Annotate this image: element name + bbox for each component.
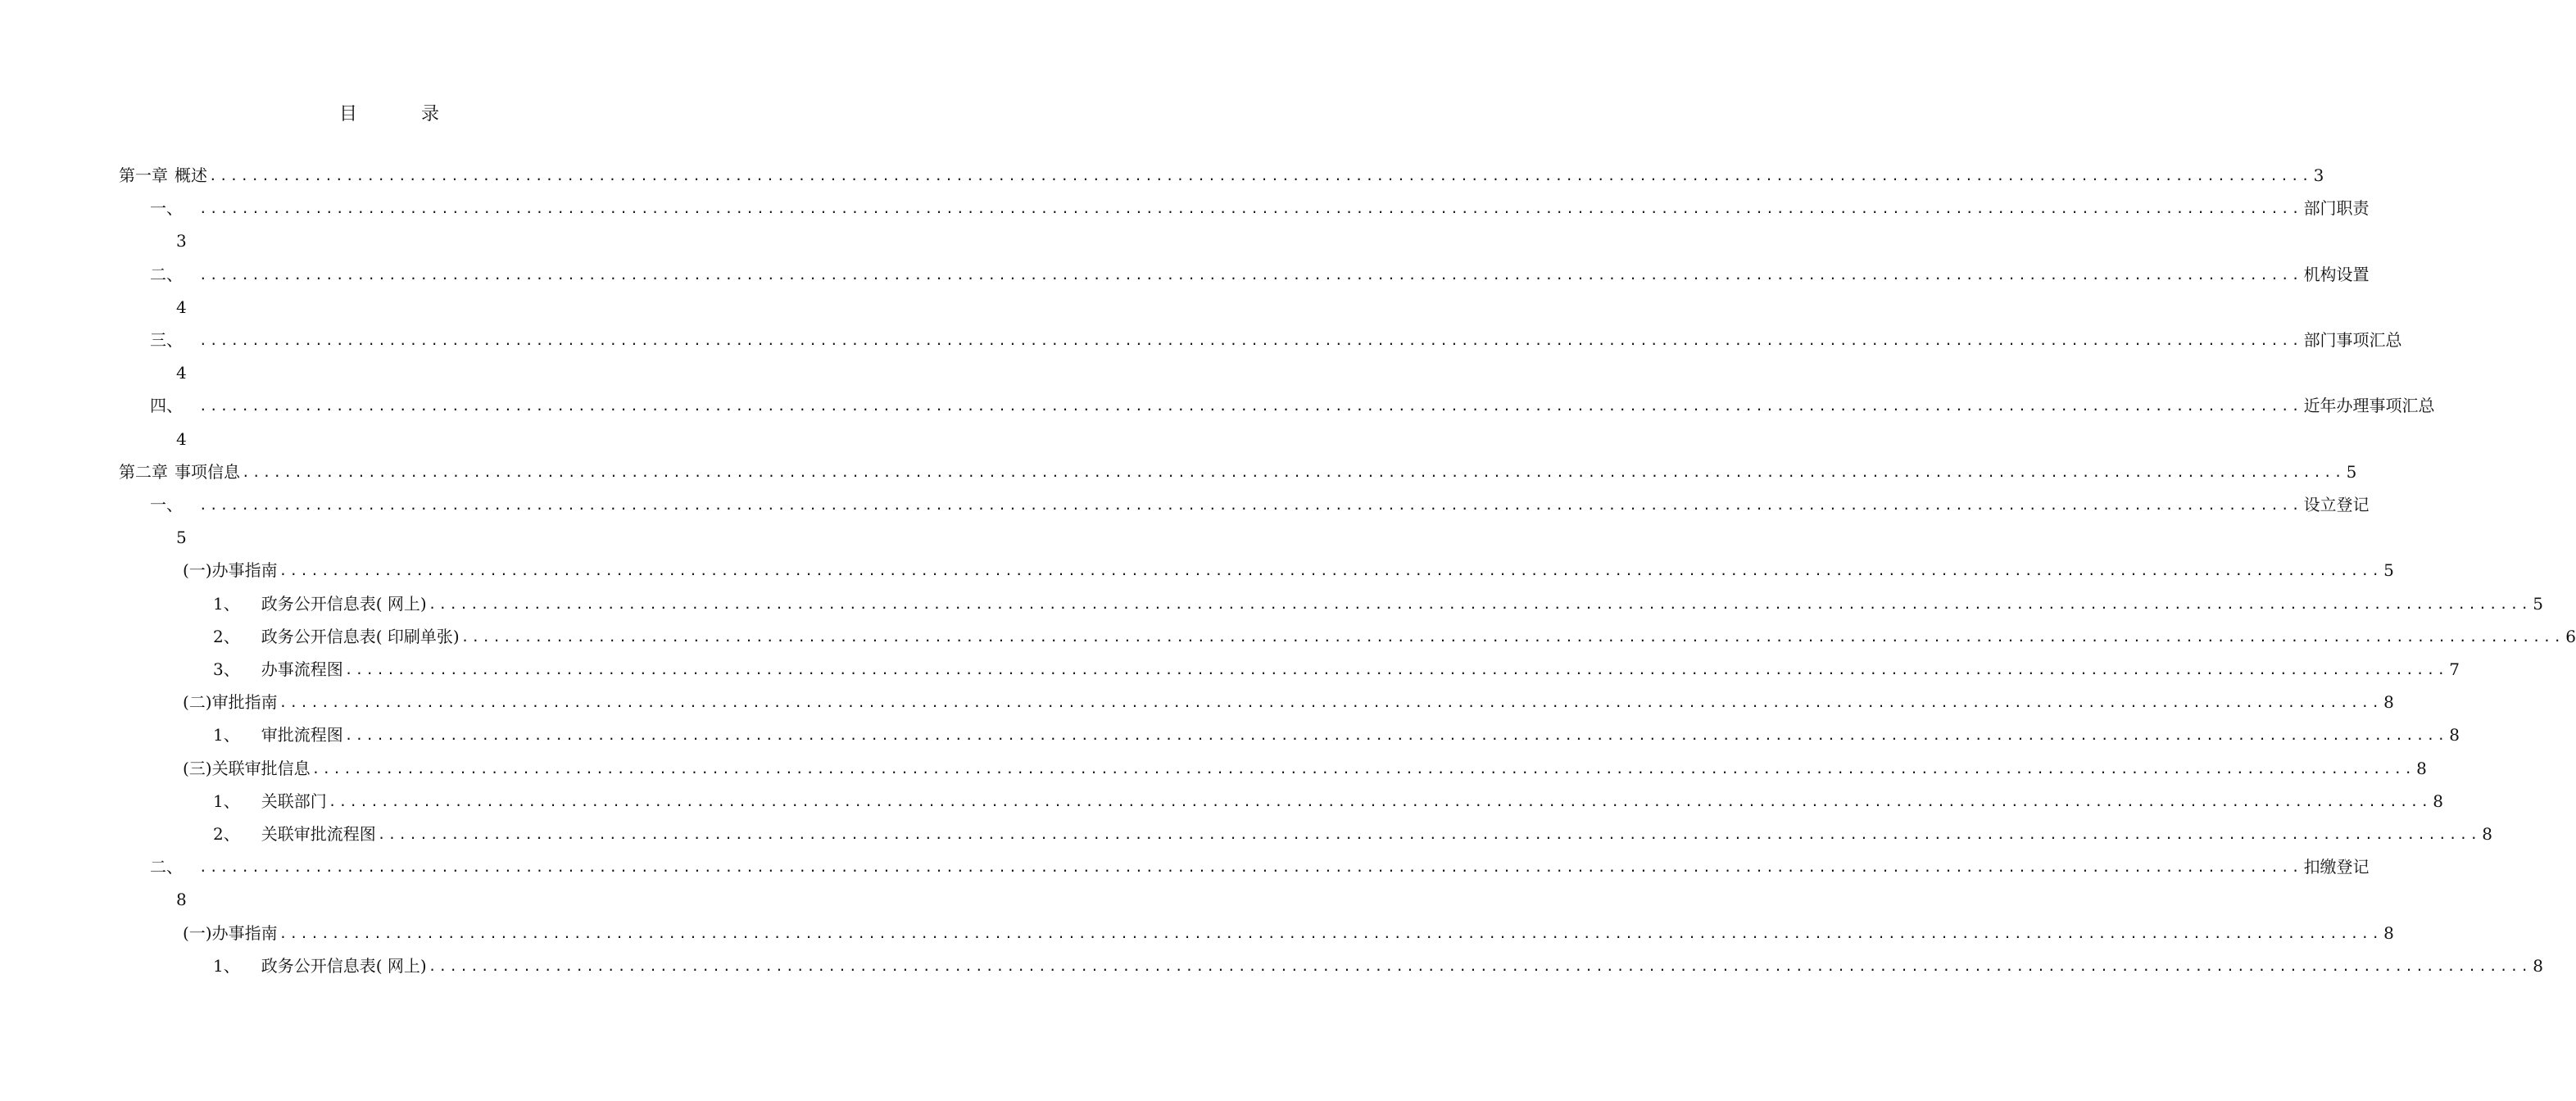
toc-entry-number: 第一章 [119, 165, 168, 185]
toc-leader-dots: ........................................................................................................................................................................................................ [279, 563, 2383, 579]
toc-entry[interactable] [150, 260, 2370, 284]
toc-entry[interactable] [150, 852, 2370, 877]
toc-entry-label: 政务公开信息表( 网上) [261, 593, 427, 614]
toc-entry-number: 第二章 [119, 461, 168, 482]
toc-entry[interactable] [183, 918, 2394, 943]
toc-entry-label: 机构设置 [2303, 264, 2370, 284]
toc-entry-number: (一) [183, 560, 212, 581]
toc-entry[interactable] [213, 786, 2444, 811]
toc-entry-label: 办事指南 [211, 560, 278, 581]
toc-entry[interactable] [119, 161, 2324, 185]
toc-entry-page: 5 [176, 528, 187, 548]
toc-leader-dots: ........................................................................................................................................................................................................ [344, 727, 2448, 744]
toc-entry-number: 2、 [213, 824, 240, 844]
toc-entry[interactable] [119, 457, 2357, 482]
toc-entry-label: 部门职责 [2303, 198, 2370, 219]
toc-entry[interactable] [213, 589, 2543, 614]
toc-entry-label: 事项信息 [175, 461, 240, 482]
toc-entry-page: 5 [2383, 560, 2394, 581]
toc-entry-label: 政务公开信息表( 网上) [261, 955, 427, 976]
toc-entry-label: 概述 [175, 165, 207, 185]
toc-entry-number: 三、 [150, 330, 183, 350]
toc-entry-label: 政务公开信息表( 印刷单张) [261, 626, 460, 646]
toc-entry[interactable] [150, 391, 2435, 416]
toc-entry-page: 8 [2449, 725, 2460, 745]
toc-entry[interactable] [150, 325, 2402, 350]
toc-entry-number: 1、 [213, 725, 240, 745]
toc-leader-dots: ........................................................................................................................................................................................................ [328, 793, 2432, 809]
toc-leader-dots: ........................................................................................................................................................................................................ [242, 464, 2345, 480]
toc-entry-number: 一、 [150, 198, 183, 219]
toc-leader-dots: ........................................................................................................................................................................................................ [199, 497, 2302, 513]
toc-entry-number: 2、 [213, 626, 240, 646]
toc-entry-number: 一、 [150, 495, 183, 514]
toc-entry-label: 关联部门 [261, 791, 327, 811]
toc-entry-label: 办事指南 [211, 922, 278, 943]
toc-leader-dots: ........................................................................................................................................................................................................ [279, 925, 2383, 941]
toc-entry-label: 审批指南 [211, 692, 278, 713]
toc-entry-page: 6 [2565, 626, 2576, 646]
toc-leader-dots: ........................................................................................................................................................................................................ [199, 333, 2302, 348]
toc-entry[interactable] [213, 819, 2493, 844]
toc-title-char-2: 录 [421, 104, 440, 125]
toc-entry-label: 审批流程图 [261, 725, 343, 745]
toc-entry-label: 设立登记 [2303, 495, 2370, 514]
toc-entry-number: 1、 [213, 593, 240, 614]
toc-leader-dots: ........................................................................................................................................................................................................ [428, 958, 2532, 974]
toc-entry[interactable] [183, 687, 2394, 713]
toc-entry[interactable] [213, 622, 2576, 646]
toc-leader-dots: ........................................................................................................................................................................................................ [311, 760, 2415, 777]
toc-leader-dots: ........................................................................................................................................................................................................ [377, 827, 2481, 842]
toc-title [0, 100, 778, 125]
toc-entry-label: 扣缴登记 [2303, 857, 2370, 877]
toc-entry-number: 1、 [213, 955, 240, 976]
toc-entry-label: 部门事项汇总 [2303, 330, 2402, 350]
toc-entry[interactable] [183, 555, 2394, 581]
toc-entry-page: 8 [176, 890, 187, 910]
toc-leader-dots: ........................................................................................................................................................................................................ [279, 695, 2383, 711]
toc-entry-number: 二、 [150, 264, 183, 284]
toc-entry-number: (二) [183, 692, 212, 713]
toc-entry[interactable] [213, 720, 2460, 745]
toc-entry-page: 8 [2383, 692, 2394, 713]
toc-entry-page: 4 [176, 297, 187, 317]
toc-entry[interactable] [213, 951, 2543, 976]
toc-entry-label: 关联审批流程图 [261, 824, 376, 844]
toc-leader-dots: ........................................................................................................................................................................................................ [209, 168, 2312, 184]
toc-entry-page: 4 [176, 428, 187, 449]
toc-entry-number: 二、 [150, 857, 183, 877]
toc-entry-number: (三) [183, 758, 212, 778]
toc-entry-number: 四、 [150, 396, 183, 416]
toc-entry-label: 关联审批信息 [211, 758, 311, 778]
toc-entry-page: 3 [2313, 165, 2324, 185]
toc-entry-page: 8 [2416, 758, 2427, 778]
toc-entry-page: 8 [2433, 791, 2444, 811]
toc-entry-page: 3 [176, 231, 187, 251]
toc-entry-number: 3、 [213, 659, 240, 679]
toc-entry-page: 5 [2346, 461, 2357, 482]
toc-entry-number: (一) [183, 922, 212, 943]
toc-leader-dots: ........................................................................................................................................................................................................ [199, 859, 2302, 876]
toc-entry-label: 近年办理事项汇总 [2303, 396, 2435, 416]
toc-leader-dots: ........................................................................................................................................................................................................ [199, 398, 2302, 415]
toc-title-char-1: 目 [338, 104, 357, 125]
toc-entry-number: 1、 [213, 791, 240, 811]
toc-entry-page: 4 [176, 363, 187, 383]
toc-entry-page: 5 [2533, 593, 2543, 614]
toc-entry-label: 办事流程图 [261, 659, 343, 679]
toc-entry[interactable] [183, 754, 2427, 778]
toc-entry-page: 8 [2482, 824, 2493, 844]
toc-entry[interactable] [150, 193, 2370, 219]
toc-leader-dots: ........................................................................................................................................................................................................ [428, 596, 2532, 612]
toc-leader-dots: ........................................................................................................................................................................................................ [344, 662, 2448, 677]
toc-entry-page: 7 [2449, 659, 2460, 679]
toc-entry-page: 8 [2533, 955, 2543, 976]
toc-leader-dots: ........................................................................................................................................................................................................ [199, 201, 2302, 217]
toc-entry[interactable] [150, 490, 2370, 514]
toc-entry-page: 8 [2383, 922, 2394, 943]
toc-entry[interactable] [213, 655, 2460, 679]
toc-leader-dots: ........................................................................................................................................................................................................ [460, 628, 2565, 645]
toc-leader-dots: ........................................................................................................................................................................................................ [199, 266, 2302, 283]
